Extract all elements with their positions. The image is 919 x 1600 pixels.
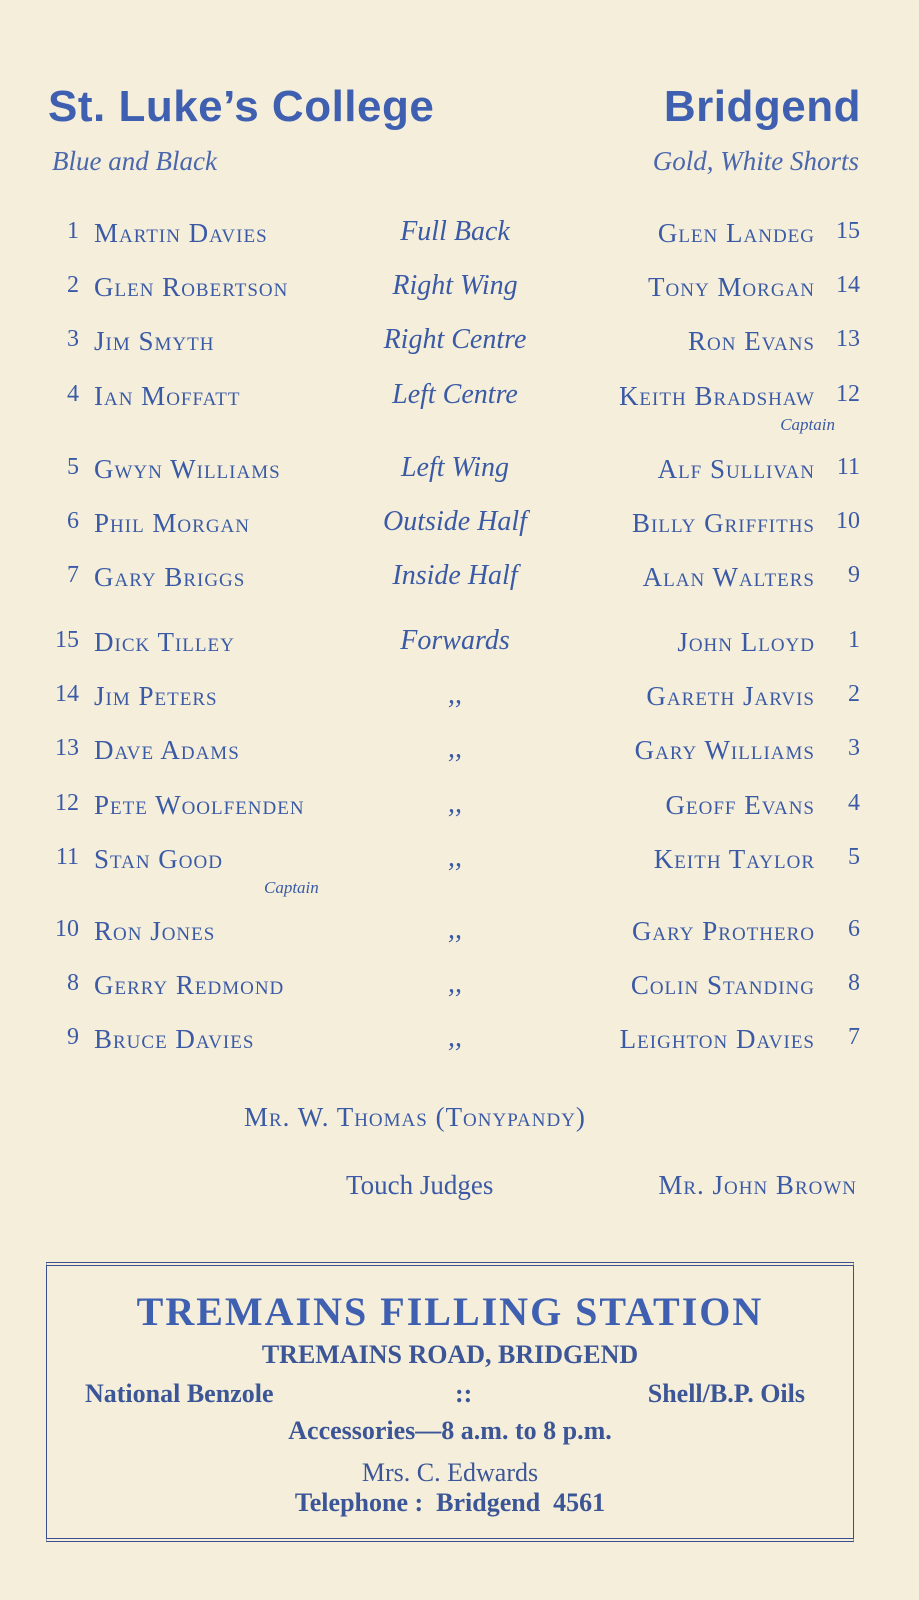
home-player-name: Dick Tilley — [94, 627, 235, 657]
home-player-number: 13 — [55, 735, 79, 761]
advert-address: TREMAINS ROAD, BRIDGEND — [261, 1340, 639, 1369]
position-label: Left Wing — [400, 452, 510, 483]
home-player-number: 8 — [67, 970, 79, 996]
lineup-row — [0, 318, 919, 358]
away-player-number: 3 — [848, 735, 860, 761]
lineup-row — [0, 554, 919, 594]
home-team-name: St. Luke’s College — [48, 82, 435, 131]
home-player-number: 15 — [55, 627, 79, 653]
position-label: Full Back — [400, 216, 510, 247]
away-player-name: Alan Walters — [642, 562, 815, 592]
away-player-name: Gareth Jarvis — [646, 681, 815, 711]
home-player-number: 11 — [55, 844, 79, 870]
away-player-number: 9 — [848, 562, 860, 588]
position-label: Outside Half — [383, 506, 527, 537]
touch-judges-label: Touch Judges — [346, 1170, 494, 1200]
away-team-name: Bridgend — [663, 82, 861, 131]
advert-title: TREMAINS FILLING STATION — [136, 1289, 764, 1334]
advert-left-product: National Benzole — [85, 1379, 274, 1408]
away-player-name: Billy Griffiths — [632, 508, 815, 538]
position-label: ,, — [448, 1022, 462, 1053]
home-player-name: Stan Good — [94, 844, 223, 874]
home-player-name: Bruce Davies — [94, 1024, 255, 1054]
position-label: ,, — [448, 733, 462, 764]
home-player-name: Gwyn Williams — [94, 454, 281, 484]
away-player-name: John Lloyd — [677, 627, 815, 657]
lineup-row — [0, 727, 919, 767]
lineup-row — [0, 446, 919, 486]
away-player-number: 15 — [836, 218, 860, 244]
home-player-number: 14 — [55, 681, 79, 707]
home-player-name: Dave Adams — [94, 735, 240, 765]
home-player-number: 10 — [55, 916, 79, 942]
home-player-number: 7 — [67, 562, 79, 588]
position-label: Left Centre — [392, 379, 518, 410]
lineup-row — [0, 962, 919, 1002]
home-player-name: Gary Briggs — [94, 562, 246, 592]
lineup-row — [0, 1016, 919, 1056]
home-player-number: 5 — [67, 454, 79, 480]
away-player-number: 5 — [848, 844, 860, 870]
home-team-colours: Blue and Black — [52, 146, 217, 176]
away-player-number: 6 — [848, 916, 860, 942]
away-player-name: Keith Taylor — [653, 844, 815, 874]
position-label: Forwards — [400, 625, 510, 656]
home-player-name: Jim Smyth — [94, 326, 215, 356]
away-captain-label: Captain — [780, 415, 835, 434]
advert-separator: :: — [455, 1379, 473, 1408]
away-player-name: Alf Sullivan — [657, 454, 815, 484]
position-label: Inside Half — [392, 560, 518, 591]
away-player-number: 11 — [836, 454, 860, 480]
home-player-number: 9 — [67, 1024, 79, 1050]
lineup-row — [0, 836, 919, 897]
away-player-name: Gary Prothero — [631, 916, 815, 946]
away-player-number: 1 — [848, 627, 860, 653]
home-player-name: Jim Peters — [94, 681, 218, 711]
lineup-row — [0, 908, 919, 948]
position-label: ,, — [448, 842, 462, 873]
home-player-number: 4 — [67, 381, 79, 407]
home-player-number: 2 — [67, 272, 79, 298]
advertisement-box — [46, 1262, 854, 1542]
home-player-name: Pete Woolfenden — [94, 790, 305, 820]
home-player-name: Ron Jones — [94, 916, 216, 946]
position-label: ,, — [448, 968, 462, 999]
away-player-name: Keith Bradshaw — [618, 381, 815, 411]
away-player-name: Glen Landeg — [657, 218, 815, 248]
home-player-name: Phil Morgan — [94, 508, 250, 538]
lineup-row — [0, 210, 919, 250]
away-player-number: 4 — [848, 790, 860, 816]
touch-judge-name: Mr. John Brown — [658, 1170, 857, 1200]
home-player-number: 1 — [67, 218, 79, 244]
home-player-number: 3 — [67, 326, 79, 352]
home-player-number: 6 — [67, 508, 79, 534]
advert-right-product: Shell/B.P. Oils — [647, 1379, 805, 1408]
away-player-name: Tony Morgan — [648, 272, 815, 302]
position-label: Right Centre — [383, 324, 527, 355]
advert-proprietor: Mrs. C. Edwards — [361, 1458, 539, 1487]
referee-name: Mr. W. Thomas (Tonypandy) — [244, 1102, 586, 1132]
away-player-number: 13 — [836, 326, 860, 352]
position-label: ,, — [448, 914, 462, 945]
away-player-name: Colin Standing — [630, 970, 815, 1000]
home-player-name: Martin Davies — [94, 218, 268, 248]
away-player-number: 12 — [836, 381, 860, 407]
away-player-number: 14 — [836, 272, 860, 298]
away-player-number: 10 — [836, 508, 860, 534]
lineup-row — [0, 373, 919, 434]
home-player-number: 12 — [55, 790, 79, 816]
away-player-number: 8 — [848, 970, 860, 996]
away-player-number: 7 — [848, 1024, 860, 1050]
away-player-name: Leighton Davies — [619, 1024, 815, 1054]
position-label: ,, — [448, 788, 462, 819]
away-player-name: Gary Williams — [634, 735, 815, 765]
lineup-row — [0, 619, 919, 659]
advert-telephone: Telephone : Bridgend 4561 — [294, 1488, 606, 1517]
advert-hours: Accessories—8 a.m. to 8 p.m. — [288, 1416, 612, 1445]
lineup-row — [0, 782, 919, 822]
away-player-name: Ron Evans — [688, 326, 815, 356]
lineup-row — [0, 264, 919, 304]
lineup-row — [0, 673, 919, 713]
home-player-name: Glen Robertson — [94, 272, 289, 302]
position-label: ,, — [448, 679, 462, 710]
away-team-colours: Gold, White Shorts — [652, 146, 859, 176]
lineup-row — [0, 500, 919, 540]
away-player-number: 2 — [848, 681, 860, 707]
position-label: Right Wing — [392, 270, 518, 301]
home-captain-label: Captain — [264, 878, 319, 897]
home-player-name: Gerry Redmond — [94, 970, 285, 1000]
home-player-name: Ian Moffatt — [94, 381, 241, 411]
away-player-name: Geoff Evans — [665, 790, 815, 820]
